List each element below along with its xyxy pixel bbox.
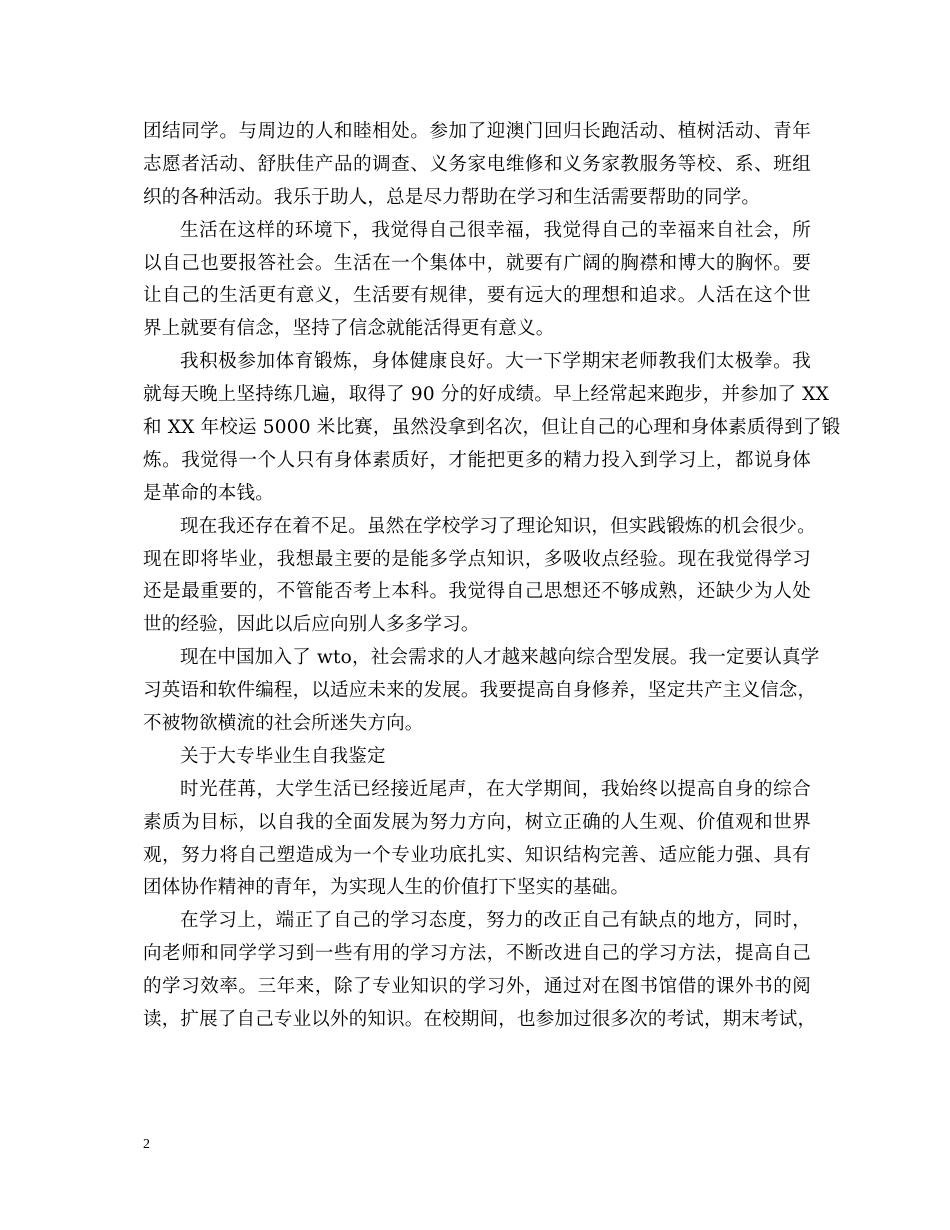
- text-line: 志愿者活动、舒肤佳产品的调查、义务家电维修和义务家教服务等校、系、班组: [143, 153, 811, 175]
- text-line: 关于大专毕业生自我鉴定: [180, 745, 386, 767]
- text-line: 织的各种活动。我乐于助人，总是尽力帮助在学习和生活需要帮助的同学。: [143, 186, 761, 208]
- text-line: 界上就要有信念，坚持了信念就能活得更有意义。: [143, 318, 555, 340]
- text-line: 以自己也要报答社会。生活在一个集体中，就要有广阔的胸襟和博大的胸怀。要: [143, 252, 811, 274]
- text-line: 世的经验，因此以后应向别人多多学习。: [143, 614, 480, 636]
- page-number: 2: [143, 1137, 150, 1152]
- text-line: 时光荏苒，大学生活已经接近尾声，在大学期间，我始终以提高自身的综合: [180, 778, 811, 800]
- text-line: 生活在这样的环境下，我觉得自己很幸福，我觉得自己的幸福来自社会，所: [180, 219, 811, 241]
- text-line: 我积极参加体育锻炼，身体健康良好。大一下学期宋老师教我们太极拳。我: [180, 351, 811, 373]
- text-line: 在学习上，端正了自己的学习态度，努力的改正自己有缺点的地方，同时，: [180, 910, 811, 932]
- text-line: 和 XX 年校运 5000 米比赛，虽然没拿到名次，但让自己的心理和身体素质得到了锻: [143, 417, 841, 439]
- text-line: 炼。我觉得一个人只有身体素质好，才能把更多的精力投入到学习上，都说身体: [143, 449, 811, 471]
- text-line: 素质为目标，以自我的全面发展为努力方向，树立正确的人生观、价值观和世界: [143, 811, 811, 833]
- text-line: 让自己的生活更有意义，生活要有规律，要有远大的理想和追求。人活在这个世: [143, 285, 811, 307]
- text-line: 团体协作精神的青年，为实现人生的价值打下坚实的基础。: [143, 877, 630, 899]
- text-line: 观，努力将自己塑造成为一个专业功底扎实、知识结构完善、适应能力强、具有: [143, 844, 811, 866]
- text-line: 就每天晚上坚持练几遍，取得了 90 分的好成绩。早上经常起来跑步，并参加了 XX: [143, 384, 830, 406]
- text-line: 不被物欲横流的社会所迷失方向。: [143, 713, 424, 735]
- text-line: 现在中国加入了 wto，社会需求的人才越来越向综合型发展。我一定要认真学: [180, 647, 820, 669]
- document-body: [143, 116, 841, 1037]
- text-line: 读，扩展了自己专业以外的知识。在校期间，也参加过很多次的考试，期末考试，: [143, 1009, 817, 1031]
- text-line: 现在即将毕业，我想最主要的是能多学点知识，多吸收点经验。现在我觉得学习: [143, 548, 811, 570]
- text-line: 是革命的本钱。: [143, 482, 274, 504]
- text-line: 向老师和同学学习到一些有用的学习方法，不断改进自己的学习方法，提高自己: [143, 943, 811, 965]
- text-line: 团结同学。与周边的人和睦相处。参加了迎澳门回归长跑活动、植树活动、青年: [143, 121, 811, 142]
- text-line: 还是最重要的，不管能否考上本科。我觉得自己思想还不够成熟，还缺少为人处: [143, 581, 811, 603]
- text-line: 现在我还存在着不足。虽然在学校学习了理论知识，但实践锻炼的机会很少。: [180, 515, 816, 537]
- text-line: 的学习效率。三年来，除了专业知识的学习外，通过对在图书馆借的课外书的阅: [143, 976, 811, 998]
- text-line: 习英语和软件编程，以适应未来的发展。我要提高自身修养，坚定共产主义信念，: [143, 680, 817, 702]
